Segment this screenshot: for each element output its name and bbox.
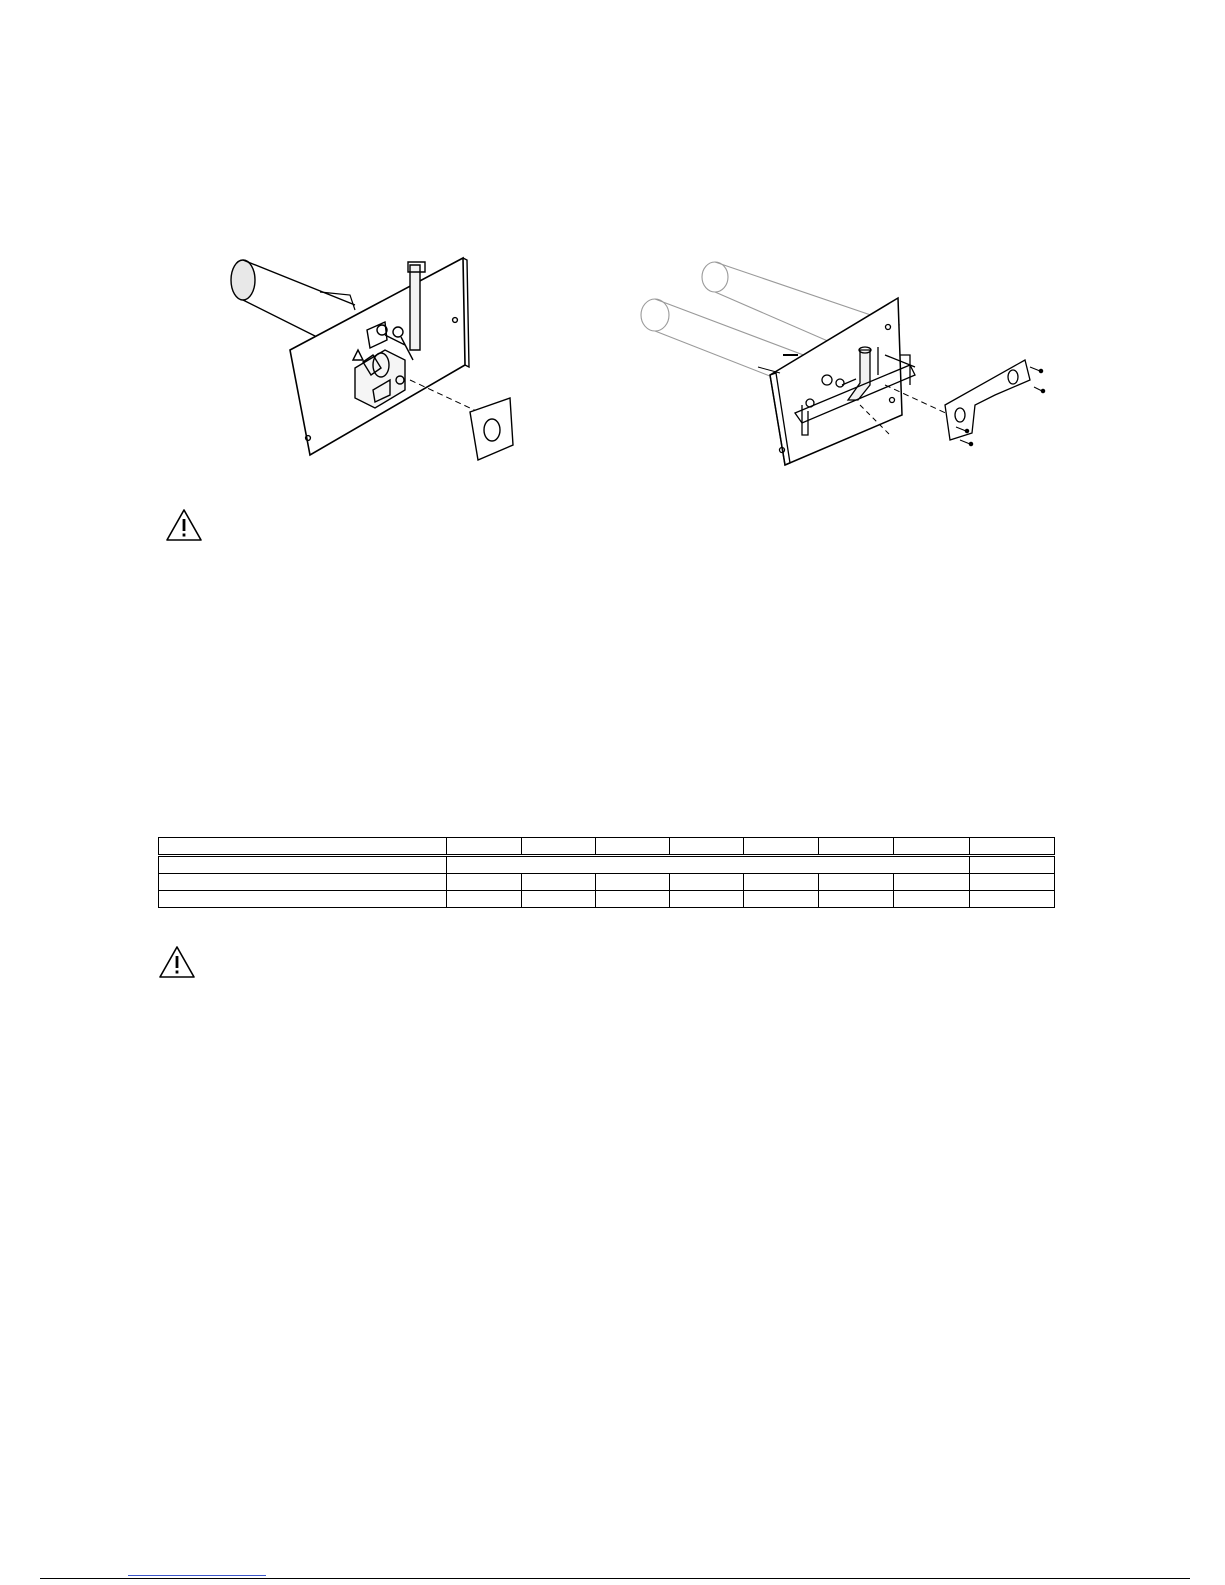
table-cell bbox=[894, 874, 970, 891]
table-cell bbox=[159, 838, 447, 856]
table-cell bbox=[447, 838, 522, 856]
table-cell bbox=[159, 891, 447, 908]
table-cell bbox=[670, 838, 744, 856]
table-cell bbox=[522, 874, 596, 891]
table-cell bbox=[670, 874, 744, 891]
table-cell bbox=[447, 891, 522, 908]
table-row bbox=[159, 856, 1055, 874]
table-cell bbox=[970, 891, 1055, 908]
table-cell bbox=[970, 856, 1055, 874]
table-cell-merged bbox=[447, 856, 970, 874]
table-header-row bbox=[159, 838, 1055, 856]
warning-triangle-icon bbox=[158, 945, 196, 979]
burner-assembly-figure-left bbox=[215, 250, 535, 470]
burner-assembly-single-tube-illustration bbox=[215, 250, 535, 470]
table-cell bbox=[522, 838, 596, 856]
table-cell bbox=[596, 838, 670, 856]
table-cell bbox=[819, 838, 894, 856]
burner-assembly-double-tube-illustration bbox=[630, 255, 1050, 475]
table-cell bbox=[970, 838, 1055, 856]
table-cell bbox=[744, 838, 819, 856]
table-cell bbox=[744, 891, 819, 908]
table-cell bbox=[670, 891, 744, 908]
warning-triangle-icon bbox=[165, 508, 203, 542]
table-row bbox=[159, 891, 1055, 908]
table-cell bbox=[159, 856, 447, 874]
footer-divider bbox=[40, 1578, 1190, 1579]
table-cell bbox=[819, 891, 894, 908]
table-cell bbox=[522, 891, 596, 908]
table-cell bbox=[894, 838, 970, 856]
table-cell bbox=[596, 874, 670, 891]
table-cell bbox=[744, 874, 819, 891]
footer-link[interactable] bbox=[128, 1575, 266, 1576]
table-cell bbox=[970, 874, 1055, 891]
table-cell bbox=[894, 891, 970, 908]
spec-table bbox=[158, 837, 1055, 908]
burner-assembly-figure-right bbox=[630, 255, 1050, 475]
table-cell bbox=[447, 874, 522, 891]
table-cell bbox=[819, 874, 894, 891]
table-cell bbox=[596, 891, 670, 908]
table-cell bbox=[159, 874, 447, 891]
table-row bbox=[159, 874, 1055, 891]
